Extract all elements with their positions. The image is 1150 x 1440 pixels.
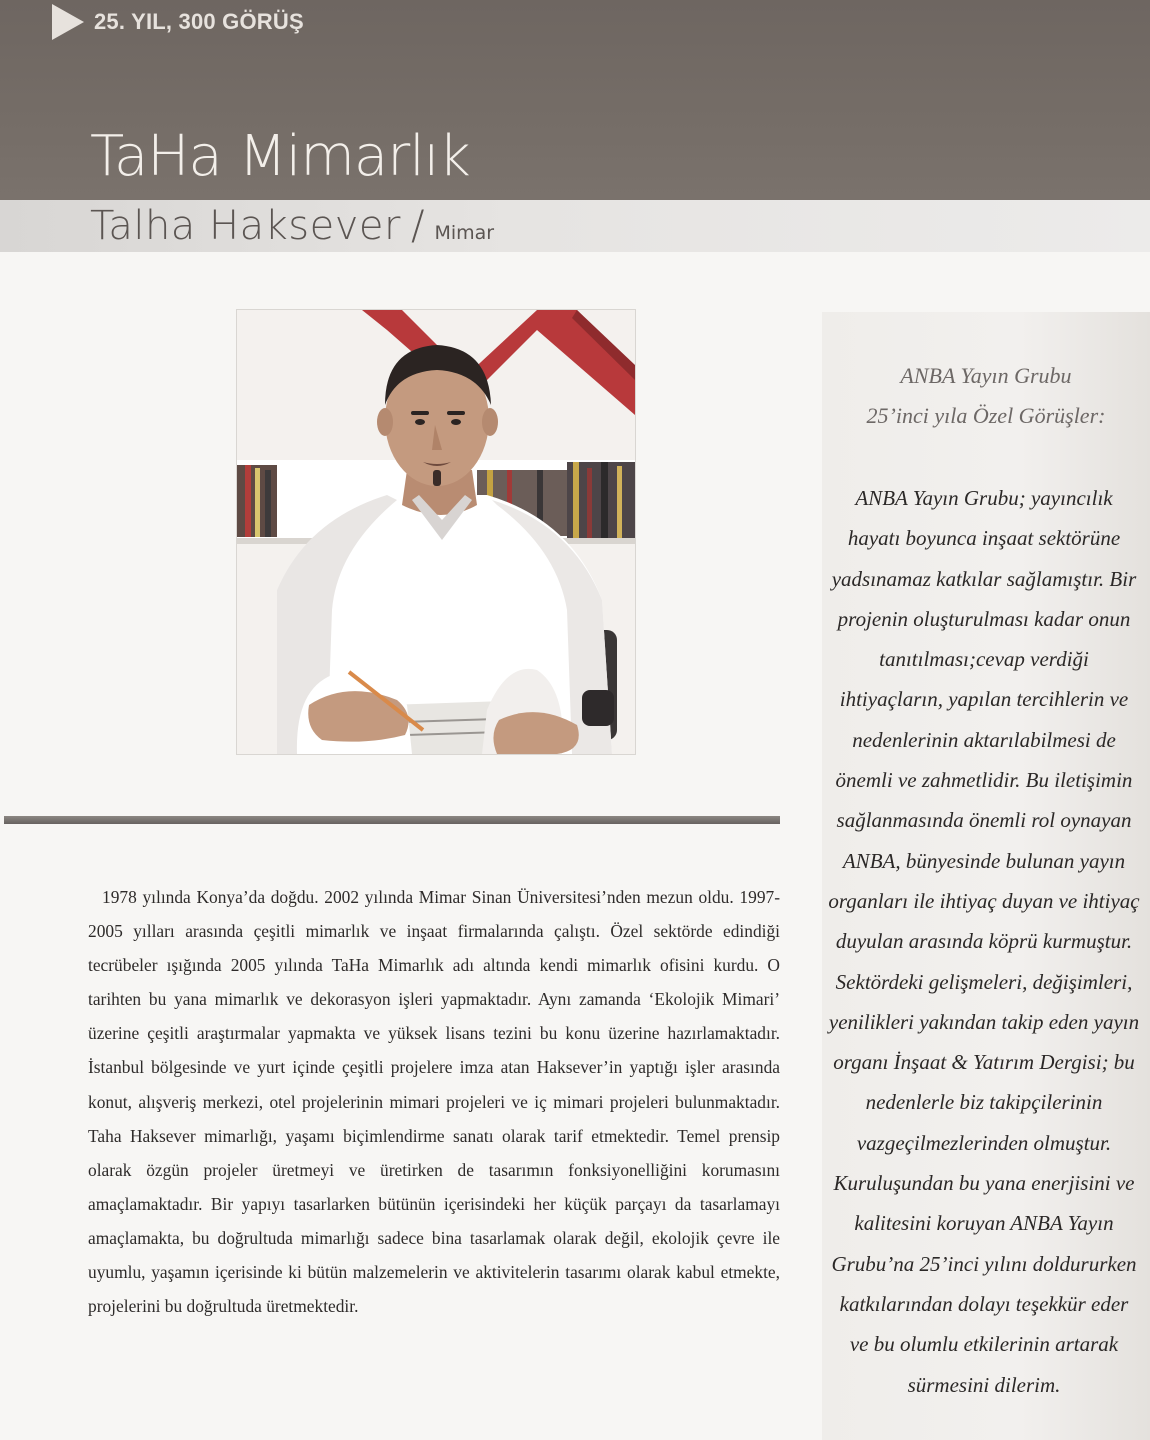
sidebar-title bbox=[822, 356, 1150, 436]
section-divider bbox=[4, 816, 780, 824]
person-role: Mimar bbox=[434, 222, 495, 244]
sidebar-quote-text: ANBA Yayın Grubu; yayıncılık hayatı boyunca inşaat sektörüne yadsınamaz katkılar sağlamıştır. Bir projenin oluşturulması kadar onun tanıtılması;cevap verdiği ihtiyaçların, yapılan tercihlerin ve nedenlerinin aktarılabilmesi de önemli ve zahmetlidir. Bu iletişimin sağlanmasında önemli rol oynayan ANBA, bünyesinde bulunan yayın organları ile ihtiyaç duyan ve ihtiyaç duyulan arasında köprü kurmuştur. Sektördeki gelişmeleri, değişimleri, yenilikleri yakından takip eden yayın organı İnşaat & Yatırım Dergisi; bu nedenlerle biz takipçilerinin vazgeçilmezlerinden olmuştur. Kuruluşundan bu yana enerjisini ve kalitesini koruyan ANBA Yayın Grubu’na 25’inci yılını doldururken katkılarından dolayı teşekkür eder ve bu olumlu etkilerinin artarak sürmesini dilerim. bbox=[828, 486, 1140, 1397]
play-arrow-icon bbox=[52, 4, 84, 40]
company-title: TaHa Mimarlık bbox=[90, 124, 470, 189]
name-role-separator: / bbox=[410, 203, 425, 249]
portrait-photo bbox=[236, 309, 636, 755]
sidebar-title-line2: 25’inci yıla Özel Görüşler: bbox=[866, 403, 1106, 428]
person-name: Talha Haksever bbox=[90, 203, 401, 249]
sidebar-title-line1: ANBA Yayın Grubu bbox=[900, 363, 1072, 388]
person-line bbox=[90, 203, 494, 249]
kicker-text: 25. YIL, 300 GÖRÜŞ bbox=[94, 9, 304, 34]
section-kicker bbox=[52, 6, 304, 38]
biography-text: 1978 yılında Konya’da doğdu. 2002 yılında Mimar Sinan Üniversitesi’nden mezun oldu. 1997-2005 yılları arasında çeşitli mimarlık ve inşaat firmalarında çalıştı. Özel sektörde edindiği tecrübeler ışığında 2005 yılında TaHa Mimarlık adı altında kendi mimarlık ofisini kurdu. O tarihten bu yana mimarlık ve dekorasyon işleri yapmaktadır. Aynı zamanda ‘Ekolojik Mimari’ üzerine çeşitli araştırmalar yapmakta ve yüksek lisans tezini bu konu üzerine hazırlamaktadır. İstanbul bölgesinde ve yurt içinde çeşitli projelere imza atan Haksever’in yaptığı işler arasında konut, alışveriş merkezi, otel projelerinin mimari projeleri ve iç mimari projeleri bulunmaktadır. Taha Haksever mimarlığı, yaşamı biçimlendirme sanatı olarak tarif etmektedir. Temel prensip olarak özgün projeler üretmeyi ve üretirken de tasarımın fonksiyonelliğini korumasını amaçlamaktadır. Bir yapıyı tasarlarken bütünün içerisindeki her küçük parçayı da tasarlamayı amaçlamakta, bu doğrultuda mimarlığı sadece bina tasarlamak olarak değil, ekolojik çevre ile uyumlu, yaşamın içerisinde ki bütün malzemelerin ve aktivitelerin tasarımı olarak kabul etmekte, projelerini bu doğrultuda üretmektedir. bbox=[88, 887, 780, 1317]
